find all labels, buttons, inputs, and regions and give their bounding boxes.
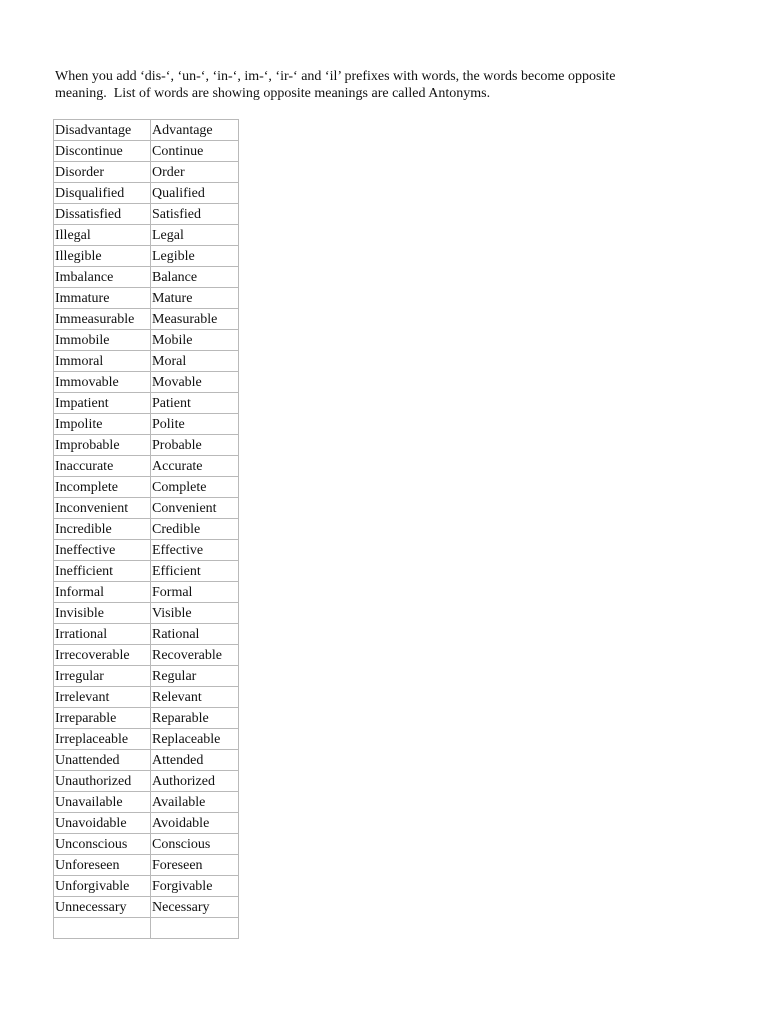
table-row [54,603,239,624]
table-row [54,750,239,771]
prefixed-word-cell: Immeasurable [54,309,151,330]
prefixed-word-cell: Unforeseen [54,855,151,876]
root-word-cell: Patient [151,393,239,414]
table-row [54,540,239,561]
prefixed-word-cell: Inaccurate [54,456,151,477]
table-row [54,645,239,666]
prefixed-word-cell: Unnecessary [54,897,151,918]
root-word-cell: Mobile [151,330,239,351]
table-row [54,351,239,372]
root-word-cell: Rational [151,624,239,645]
table-row [54,204,239,225]
root-word-cell [151,918,239,939]
prefixed-word-cell: Immovable [54,372,151,393]
prefixed-word-cell: Unavoidable [54,813,151,834]
prefixed-word-cell: Unauthorized [54,771,151,792]
prefixed-word-cell: Discontinue [54,141,151,162]
root-word-cell: Available [151,792,239,813]
root-word-cell: Measurable [151,309,239,330]
intro-line-2: meaning. List of words are showing opposite meanings are called Antonyms. [55,86,491,101]
table-row [54,771,239,792]
prefixed-word-cell: Informal [54,582,151,603]
root-word-cell: Legible [151,246,239,267]
root-word-cell: Convenient [151,498,239,519]
table-row [54,309,239,330]
prefixed-word-cell: Unavailable [54,792,151,813]
prefixed-word-cell: Dissatisfied [54,204,151,225]
prefixed-word-cell: Inefficient [54,561,151,582]
prefixed-word-cell: Irregular [54,666,151,687]
table-row [54,414,239,435]
table-row [54,855,239,876]
root-word-cell: Polite [151,414,239,435]
root-word-cell: Advantage [151,120,239,141]
root-word-cell: Avoidable [151,813,239,834]
prefixed-word-cell: Immobile [54,330,151,351]
root-word-cell: Movable [151,372,239,393]
prefixed-word-cell: Unconscious [54,834,151,855]
root-word-cell: Necessary [151,897,239,918]
table-row [54,708,239,729]
table-row [54,582,239,603]
root-word-cell: Visible [151,603,239,624]
prefixed-word-cell: Irreparable [54,708,151,729]
root-word-cell: Relevant [151,687,239,708]
prefixed-word-cell [54,918,151,939]
root-word-cell: Forgivable [151,876,239,897]
prefixed-word-cell: Irrational [54,624,151,645]
root-word-cell: Moral [151,351,239,372]
prefixed-word-cell: Immature [54,288,151,309]
table-row [54,162,239,183]
prefixed-word-cell: Imbalance [54,267,151,288]
table-row [54,498,239,519]
prefixed-word-cell: Irrecoverable [54,645,151,666]
table-row [54,477,239,498]
table-row [54,225,239,246]
root-word-cell: Authorized [151,771,239,792]
table-row [54,141,239,162]
table-row [54,183,239,204]
root-word-cell: Satisfied [151,204,239,225]
table-row [54,792,239,813]
prefixed-word-cell: Disorder [54,162,151,183]
root-word-cell: Regular [151,666,239,687]
prefixed-word-cell: Unattended [54,750,151,771]
table-row [54,624,239,645]
table-row [54,561,239,582]
table-row [54,246,239,267]
root-word-cell: Recoverable [151,645,239,666]
root-word-cell: Legal [151,225,239,246]
table-row [54,519,239,540]
intro-line-1: When you add ‘dis-‘, ‘un-‘, ‘in-‘, im-‘, ‘ir-‘ and ‘il’ prefixes with words, the words become opposite [55,69,616,84]
root-word-cell: Attended [151,750,239,771]
table-row [54,456,239,477]
root-word-cell: Formal [151,582,239,603]
root-word-cell: Conscious [151,834,239,855]
prefixed-word-cell: Irrelevant [54,687,151,708]
root-word-cell: Credible [151,519,239,540]
table-row [54,330,239,351]
root-word-cell: Accurate [151,456,239,477]
root-word-cell: Qualified [151,183,239,204]
table-row [54,687,239,708]
root-word-cell: Replaceable [151,729,239,750]
table-row [54,897,239,918]
prefixed-word-cell: Inconvenient [54,498,151,519]
antonyms-table-body [54,120,239,939]
table-row [54,729,239,750]
table-row [54,435,239,456]
table-row [54,666,239,687]
table-row [54,918,239,939]
root-word-cell: Complete [151,477,239,498]
intro-paragraph [55,68,745,102]
root-word-cell: Probable [151,435,239,456]
prefixed-word-cell: Impatient [54,393,151,414]
table-row [54,834,239,855]
table-row [54,120,239,141]
prefixed-word-cell: Impolite [54,414,151,435]
prefixed-word-cell: Incredible [54,519,151,540]
prefixed-word-cell: Immoral [54,351,151,372]
table-row [54,876,239,897]
prefixed-word-cell: Incomplete [54,477,151,498]
root-word-cell: Reparable [151,708,239,729]
root-word-cell: Balance [151,267,239,288]
root-word-cell: Effective [151,540,239,561]
root-word-cell: Continue [151,141,239,162]
table-row [54,372,239,393]
prefixed-word-cell: Ineffective [54,540,151,561]
prefixed-word-cell: Disqualified [54,183,151,204]
table-row [54,288,239,309]
root-word-cell: Efficient [151,561,239,582]
root-word-cell: Mature [151,288,239,309]
prefixed-word-cell: Unforgivable [54,876,151,897]
table-row [54,267,239,288]
root-word-cell: Foreseen [151,855,239,876]
table-row [54,393,239,414]
prefixed-word-cell: Irreplaceable [54,729,151,750]
prefixed-word-cell: Improbable [54,435,151,456]
prefixed-word-cell: Illegible [54,246,151,267]
table-row [54,813,239,834]
prefixed-word-cell: Disadvantage [54,120,151,141]
prefixed-word-cell: Illegal [54,225,151,246]
antonyms-table [53,119,239,939]
root-word-cell: Order [151,162,239,183]
prefixed-word-cell: Invisible [54,603,151,624]
